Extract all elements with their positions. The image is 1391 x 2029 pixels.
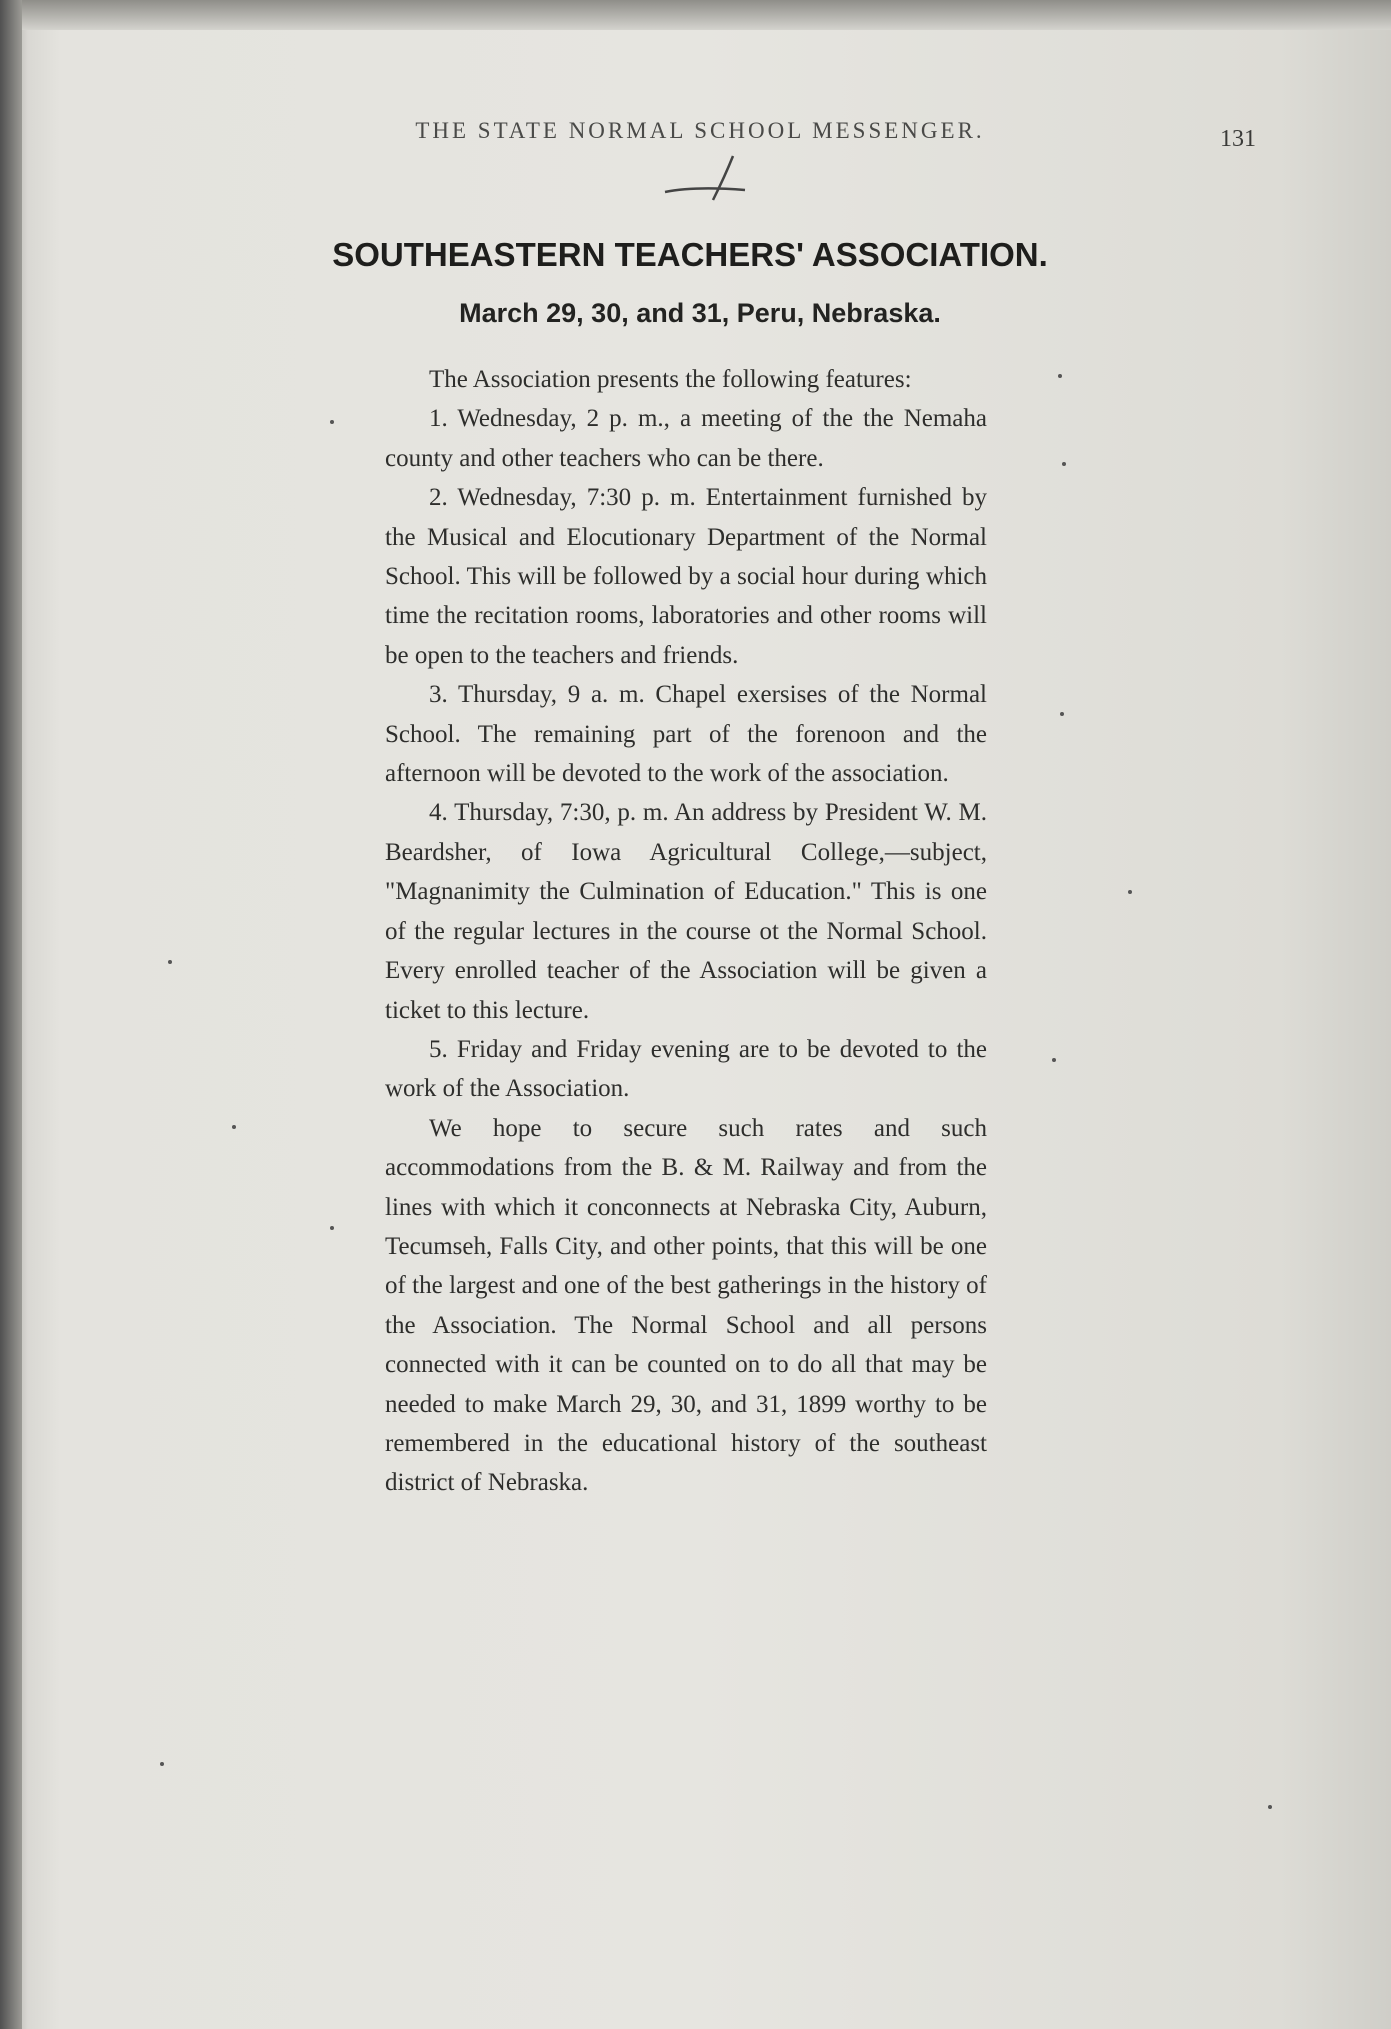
- paragraph-item-1: 1. Wednesday, 2 p. m., a meeting of the the Nemaha county and other teachers who can be there.: [385, 405, 987, 472]
- scan-speck: [232, 1125, 236, 1129]
- paragraph-item-4: 4. Thursday, 7:30, p. m. An address by President W. M. Beardsher, of Iowa Agricultural College,—subject, "Magnanimity the Culmination of Education." This is one of the regular lectures in the course ot the Normal School. Every enrolled teacher of the Association will be given a ticket to this lecture.: [385, 799, 987, 1024]
- scan-speck: [1268, 1805, 1272, 1809]
- paragraph-closing: We hope to secure such rates and such accommodations from the B. & M. Railway and from the lines with which it conconnects at Nebraska City, Auburn, Tecumseh, Falls City, and other points, that this will be one of the largest and one of the best gatherings in the history of the Association. The Normal School and all persons connected with it can be counted on to do all that may be needed to make March 29, 30, and 31, 1899 worthy to be remembered in the educational history of the southeast district of Nebraska.: [385, 1114, 987, 1497]
- scan-speck: [1062, 462, 1066, 466]
- article-body: [385, 360, 987, 1503]
- scan-speck: [1052, 1058, 1056, 1062]
- scan-speck: [330, 1226, 334, 1230]
- scan-speck: [160, 1762, 164, 1766]
- article-title: SOUTHEASTERN TEACHERS' ASSOCIATION.: [332, 236, 1048, 273]
- page-top-shadow: [0, 0, 1391, 30]
- handwritten-mark-icon: [655, 150, 755, 210]
- page-binding-shadow: [0, 0, 22, 2029]
- scan-speck: [1058, 374, 1062, 378]
- scan-speck: [330, 420, 334, 424]
- paragraph-item-3: 3. Thursday, 9 a. m. Chapel exersises of the Normal School. The remaining part of the forenoon and the afternoon will be devoted to the work of the association.: [385, 681, 987, 788]
- scan-speck: [1128, 890, 1132, 894]
- article-subtitle: March 29, 30, and 31, Peru, Nebraska.: [459, 298, 941, 328]
- paragraph-item-5: 5. Friday and Friday evening are to be devoted to the work of the Association.: [385, 1035, 987, 1103]
- scan-speck: [168, 960, 172, 964]
- page-number: 131: [1220, 126, 1256, 152]
- scan-speck: [1060, 712, 1064, 716]
- paragraph-intro: The Association presents the following features:: [429, 366, 912, 393]
- running-head: THE STATE NORMAL SCHOOL MESSENGER.: [415, 118, 985, 143]
- paragraph-item-2: 2. Wednesday, 7:30 p. m. Entertainment furnished by the Musical and Elocutionary Department of the Normal School. This will be followed by a social hour during which time the recitation rooms, laboratories and other rooms will be open to the teachers and friends.: [385, 484, 987, 669]
